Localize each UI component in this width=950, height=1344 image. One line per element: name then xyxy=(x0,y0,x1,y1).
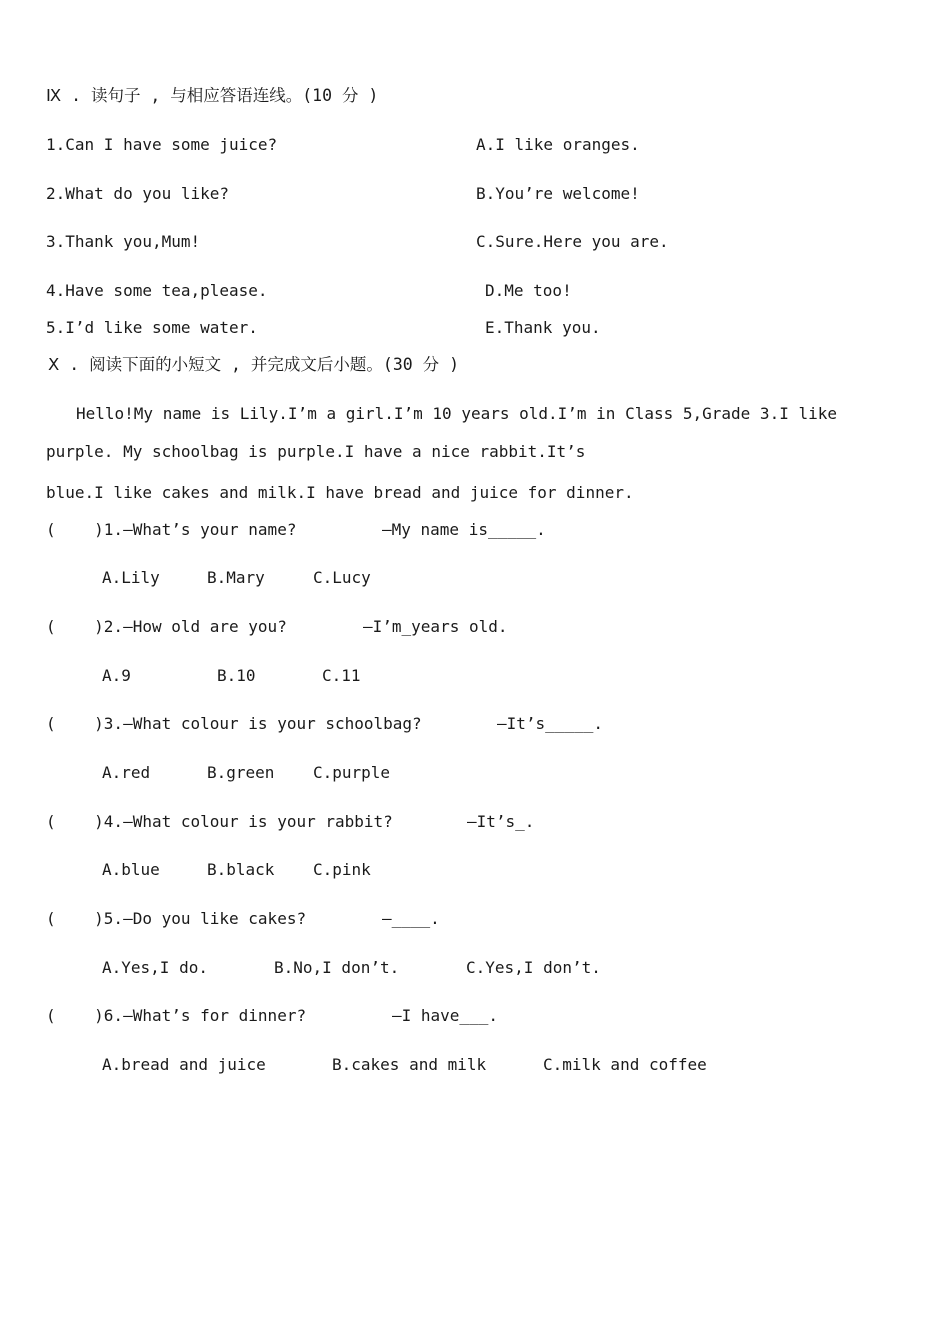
question-6-option-b: B.cakes and milk xyxy=(332,1055,487,1074)
match-answer-b: B.You’re welcome! xyxy=(476,184,640,203)
question-3-prompt: ( )3.—What colour is your schoolbag? xyxy=(46,714,422,733)
question-4-option-b: B.black xyxy=(207,860,275,879)
question-2-option-c: C.11 xyxy=(322,666,361,685)
question-5-prompt: ( )5.—Do you like cakes? xyxy=(46,909,307,928)
match-answer-a: A.I like oranges. xyxy=(476,135,640,154)
question-2-reply: —I’m_years old. xyxy=(363,617,508,636)
match-question-3: 3.Thank you,Mum! xyxy=(46,232,201,251)
match-question-1: 1.Can I have some juice? xyxy=(46,135,278,154)
question-6-prompt: ( )6.—What’s for dinner? xyxy=(46,1006,307,1025)
match-question-2: 2.What do you like? xyxy=(46,184,230,203)
passage-line-1: Hello!My name is Lily.I’m a girl.I’m 10 years old.I’m in Class 5,Grade 3.I like xyxy=(76,404,837,423)
match-answer-c: C.Sure.Here you are. xyxy=(476,232,669,251)
section9-heading: Ⅸ . 读句子 , 与相应答语连线。(10 分 ) xyxy=(46,86,379,105)
question-3-option-a: A.red xyxy=(102,763,151,782)
passage-line-2: purple. My schoolbag is purple.I have a nice rabbit.It’s xyxy=(46,442,586,461)
question-1-option-b: B.Mary xyxy=(207,568,265,587)
question-6-option-a: A.bread and juice xyxy=(102,1055,266,1074)
question-6-reply: —I have___. xyxy=(392,1006,498,1025)
match-question-4: 4.Have some tea,please. xyxy=(46,281,268,300)
question-6-option-c: C.milk and coffee xyxy=(543,1055,707,1074)
question-4-reply: —It’s_. xyxy=(467,812,535,831)
match-question-5: 5.I’d like some water. xyxy=(46,318,258,337)
match-answer-e: E.Thank you. xyxy=(485,318,601,337)
question-1-option-a: A.Lily xyxy=(102,568,160,587)
question-5-option-a: A.Yes,I do. xyxy=(102,958,208,977)
question-4-option-a: A.blue xyxy=(102,860,160,879)
question-5-reply: —____. xyxy=(382,909,440,928)
question-3-option-c: C.purple xyxy=(313,763,391,782)
question-1-option-c: C.Lucy xyxy=(313,568,371,587)
match-answer-d: D.Me too! xyxy=(485,281,572,300)
question-3-reply: —It’s_____. xyxy=(497,714,603,733)
question-4-option-c: C.pink xyxy=(313,860,371,879)
question-2-option-a: A.9 xyxy=(102,666,131,685)
passage-line-3: blue.I like cakes and milk.I have bread and juice for dinner. xyxy=(46,483,634,502)
question-1-prompt: ( )1.—What’s your name? xyxy=(46,520,297,539)
question-5-option-c: C.Yes,I don’t. xyxy=(466,958,601,977)
question-1-reply: —My name is_____. xyxy=(382,520,546,539)
question-2-option-b: B.10 xyxy=(217,666,256,685)
question-4-prompt: ( )4.—What colour is your rabbit? xyxy=(46,812,393,831)
section10-heading: Ⅹ . 阅读下面的小短文 , 并完成文后小题。(30 分 ) xyxy=(48,355,460,374)
question-5-option-b: B.No,I don’t. xyxy=(274,958,400,977)
question-3-option-b: B.green xyxy=(207,763,275,782)
question-2-prompt: ( )2.—How old are you? xyxy=(46,617,287,636)
